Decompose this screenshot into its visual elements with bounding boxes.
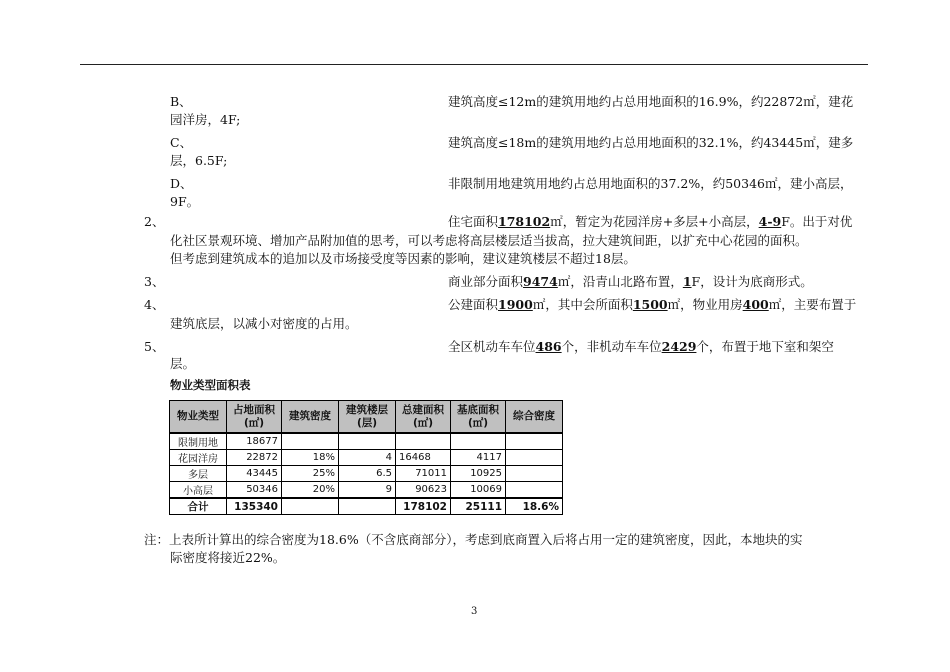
item-4-label: 4、: [144, 297, 165, 312]
header-land-area: 占地面积 (㎡): [227, 401, 282, 434]
cell-density: 18%: [282, 450, 339, 466]
item-c-text: 建筑高度≤18m的建筑用地约占总用地面积的32.1%，约43445㎡，建多: [448, 135, 854, 150]
cell-type: 花园洋房: [170, 450, 227, 466]
item-d-text: 非限制用地建筑用地约占总用地面积的37.2%，约50346㎡，建小高层，: [448, 176, 853, 191]
cell-density: 25%: [282, 466, 339, 482]
item-2-label: 2、: [144, 214, 165, 229]
item-2-text-cont: 化社区景观环境、增加产品附加值的思考，可以考虑将高层楼层适当拔高，拉大建筑间距，以扩充中心花园的面积。: [170, 233, 808, 248]
item-2-text: 住宅面积178102㎡，暂定为花园洋房+多层+小高层，4-9F。出于对优: [448, 214, 853, 229]
table-header-row: [170, 401, 563, 434]
item-3-text: 商业部分面积9474㎡，沿青山北路布置，1F，设计为底商形式。: [448, 274, 813, 289]
header-base-area: 基底面积 (㎡): [451, 401, 506, 434]
item-b-text-cont: 园洋房，4F;: [170, 112, 241, 127]
item-5-text: 全区机动车车位486个，非机动车车位2429个，布置于地下室和架空: [448, 339, 834, 354]
commercial-floor-value: 1: [682, 274, 692, 289]
header-density: 建筑密度: [282, 401, 339, 434]
item-2-text-cont2: 但考虑到建筑成本的追加以及市场接受度等因素的影响，建议建筑楼层不超过18层。: [170, 251, 636, 266]
commercial-area-value: 9474: [523, 274, 558, 289]
cell-total: 90623: [396, 482, 451, 499]
item-c-text-cont: 层，6.5F;: [170, 153, 228, 168]
cell-density: 20%: [282, 482, 339, 499]
page-number: 3: [471, 606, 478, 617]
cell-far: [506, 466, 563, 482]
item-4-text: 公建面积1900㎡，其中会所面积1500㎡，物业用房400㎡，主要布置于: [448, 297, 857, 312]
public-area-value: 1900: [498, 297, 533, 312]
table-title: 物业类型面积表: [170, 378, 251, 392]
header-floors: 建筑楼层 (层): [339, 401, 396, 434]
property-room-area-value: 400: [742, 297, 769, 312]
cell-floors: [339, 498, 396, 515]
cell-floors: [339, 433, 396, 450]
item-4-text-cont: 建筑底层，以减小对密度的占用。: [170, 316, 358, 331]
motor-parking-value: 486: [535, 339, 562, 354]
table-row: [170, 450, 563, 466]
header-rule: [80, 64, 868, 65]
cell-floors: 9: [339, 482, 396, 499]
cell-land: 43445: [227, 466, 282, 482]
table-row: [170, 433, 563, 450]
cell-density: [282, 433, 339, 450]
cell-type: 合计: [170, 498, 227, 515]
item-b-label: B、: [170, 94, 192, 109]
cell-land: 135340: [227, 498, 282, 515]
cell-land: 18677: [227, 433, 282, 450]
cell-far: [506, 433, 563, 450]
cell-type: 限制用地: [170, 433, 227, 450]
floor-range-value: 4-9: [758, 214, 782, 229]
cell-density: [282, 498, 339, 515]
cell-far: [506, 450, 563, 466]
header-combined-density: 综合密度: [506, 401, 563, 434]
item-d-label: D、: [170, 176, 193, 191]
cell-land: 22872: [227, 450, 282, 466]
item-b-text: 建筑高度≤12m的建筑用地约占总用地面积的16.9%，约22872㎡，建花: [448, 94, 854, 109]
cell-floors: 6.5: [339, 466, 396, 482]
cell-base: 4117: [451, 450, 506, 466]
property-type-area-table: [169, 400, 563, 515]
cell-base: 10069: [451, 482, 506, 499]
cell-base: 25111: [451, 498, 506, 515]
table-row: [170, 466, 563, 482]
item-5-text-cont: 层。: [170, 356, 196, 371]
cell-base: [451, 433, 506, 450]
item-c-label: C、: [170, 135, 193, 150]
cell-land: 50346: [227, 482, 282, 499]
item-d-text-cont: 9F。: [170, 194, 200, 209]
cell-floors: 4: [339, 450, 396, 466]
cell-type: 小高层: [170, 482, 227, 499]
header-type: 物业类型: [170, 401, 227, 434]
cell-far: [506, 482, 563, 499]
cell-far: 18.6%: [506, 498, 563, 515]
item-5-label: 5、: [144, 339, 165, 354]
cell-total: 71011: [396, 466, 451, 482]
header-total-area: 总建面积 (㎡): [396, 401, 451, 434]
table-row: [170, 482, 563, 499]
note-text: 注：上表所计算出的综合密度为18.6%（不含底商部分），考虑到底商置入后将占用一定的建筑密度，因此，本地块的实: [144, 532, 803, 547]
cell-total: [396, 433, 451, 450]
cell-total: 16468: [396, 450, 451, 466]
cell-base: 10925: [451, 466, 506, 482]
cell-total: 178102: [396, 498, 451, 515]
item-3-label: 3、: [144, 274, 165, 289]
bike-parking-value: 2429: [661, 339, 697, 354]
club-area-value: 1500: [632, 297, 668, 312]
note-text-cont: 际密度将接近22%。: [170, 550, 286, 565]
cell-type: 多层: [170, 466, 227, 482]
residential-area-value: 178102: [498, 214, 551, 229]
table-total-row: [170, 498, 563, 515]
